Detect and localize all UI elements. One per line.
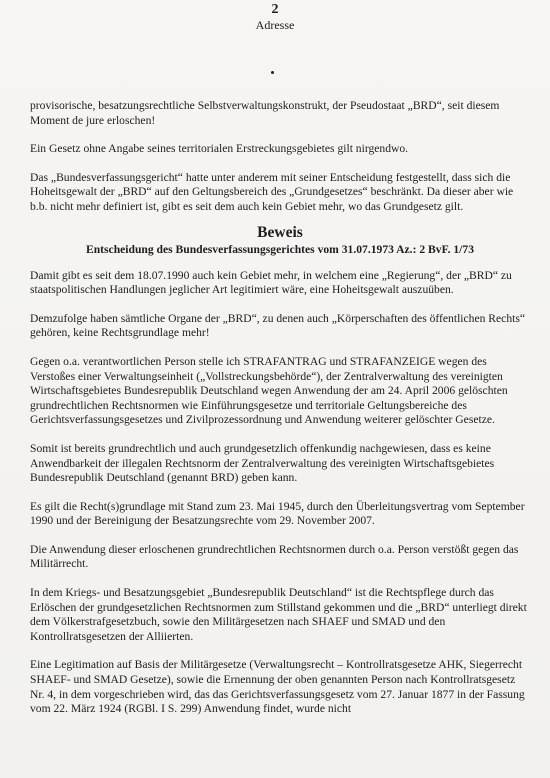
paragraph-main-1: Damit gibt es seit dem 18.07.1990 auch kein Gebiet mehr, in welchem eine „Regierung“, der „BRD“ zu staatspolitischen Handlungen jeglicher Art legitimiert wäre, eine Hoheitsgewalt auszuüben. bbox=[30, 268, 512, 297]
paragraph-main-6: Die Anwendung dieser erloschenen grundrechtlichen Rechtsnormen durch o.a. Person verstößt gegen das Militärrecht. bbox=[30, 542, 519, 571]
paragraph-main-8: Eine Legitimation auf Basis der Militärgesetze (Verwaltungsrecht – Kontrollratsgesetze AHK, Siegerrecht SHAEF- und SMAD Gesetze), sowie die Ernennung der oben genannten Person nach Kontrollratsgesetz Nr. 4, in dem vorgeschrieben wird, das das Gerichtsverfassungsgesetz vom 27. Januar 1877 in der Fassung vom 22. März 1924 (RGBl. I S. 299) Anwendung findet, wurde nicht bbox=[30, 658, 525, 716]
evidence-heading: Beweis bbox=[257, 223, 303, 241]
paragraph-top-2: Ein Gesetz ohne Angabe seines territorialen Erstreckungsgebietes gilt nirgendwo. bbox=[30, 142, 409, 156]
paragraph-top-3: Das „Bundesverfassungsgericht“ hatte unter anderem mit seiner Entscheidung festgestellt, dass sich die Hoheitsgewalt der „BRD“ auf den Geltungsbereich des „Grundgesetzes“ beschränkt. Da dieser aber wie b.b. nicht mehr definiert ist, gibt es seit dem auch kein Gebiet mehr, wo das Grundgesetz gilt. bbox=[30, 170, 514, 213]
paragraph-top-1: provisorische, besatzungsrechtliche Selbstverwaltungskonstrukt, der Pseudostaat „BRD“, seit diesem Moment de jure erloschen! bbox=[30, 99, 500, 127]
page-number: 2 bbox=[271, 2, 279, 17]
paragraph-main-7: In dem Kriegs- und Besatzungsgebiet „Bundesrepublik Deutschland“ ist die Rechtspflege durch das Erlöschen der grundgesetzlichen Rechtsnormen zum Stillstand gekommen und die „BRD“ unterliegt direkt dem Völkerstrafgesetzbuch, sowie den Militärgesetzen nach SHAEF und SMAD und den Kontrollratsgesetzen der Alliierten. bbox=[30, 586, 527, 643]
header-label: Adresse bbox=[255, 18, 295, 32]
paragraph-main-5: Es gilt die Recht(s)grundlage mit Stand zum 23. Mai 1945, durch den Überleitungsvertrag vom September 1990 und der Bereinigung der Besatzungsrechte vom 29. November 2007. bbox=[30, 499, 525, 528]
document-body bbox=[30, 99, 530, 731]
ink-dot bbox=[271, 71, 274, 74]
paragraph-main-4: Somit ist bereits grundrechtlich und auch grundgesetzlich offenkundig nachgewiesen, dass es keine Anwendbarkeit der illegalen Rechtsnorm der Zentralverwaltung des vereinigten Wirtschaftsgebietes Bundesrepublik Deutschland (genannt BRD) geben kann. bbox=[30, 441, 495, 485]
paragraph-main-2: Demzufolge haben sämtliche Organe der „BRD“, zu denen auch „Körperschaften des öffentlichen Rechts“ gehören, keine Rechtsgrundlage mehr! bbox=[30, 311, 526, 340]
evidence-subheading: Entscheidung des Bundesverfassungsgerichtes vom 31.07.1973 Az.: 2 BvF. 1/73 bbox=[86, 242, 474, 256]
page-header bbox=[0, 2, 550, 32]
paragraph-main-3: Gegen o.a. verantwortlichen Person stelle ich STRAFANTRAG und STRAFANZEIGE wegen des Verstoßes einer Verwaltungseinheit („Vollstreckungsbehörde“), der Zentralverwaltung des vereinigten Wirtschaftsgebietes Bundesrepublik Deutschland wegen Anwendung der am 24. April 2006 gelöschten grundrechtlichen Rechtsnormen wie Einführungsgesetze und territoriale Geltungsbereiche des Gerichtsverfassungsgesetzes und Zivilprozessordnung und Anwendung weiterer gelöschter Gesetze. bbox=[30, 354, 508, 427]
